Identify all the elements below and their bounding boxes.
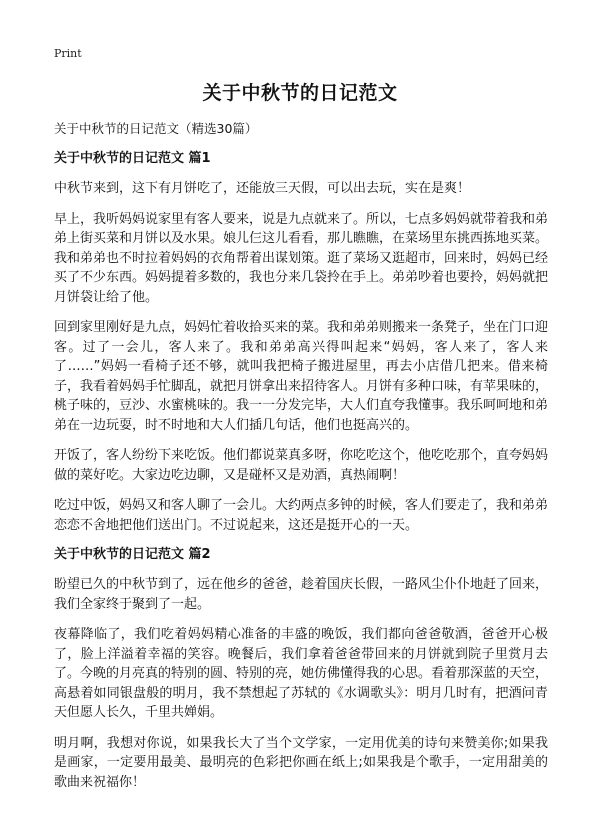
paragraph: 早上，我听妈妈说家里有客人要来，说是九点就来了。所以，七点多妈妈就带着我和弟弟上街买菜和月饼以及水果。娘儿仨这儿看看，那儿瞧瞧，在菜场里东挑西拣地买菜。我和弟弟也不时拉着妈妈的衣角帮着出谋划策。逛了菜场又逛超市，回来时，妈妈已经买了不少东西。妈妈提着多数的，我也分来几袋拎在手上。弟弟吵着也要拎，妈妈就把月饼袋让给了他。 <box>54 211 549 305</box>
section-1 <box>54 150 548 535</box>
paragraph: 明月啊，我想对你说，如果我长大了当个文学家，一定用优美的诗句来赞美你;如果我是画家，一定要用最美、最明亮的色彩把你画在纸上;如果我是个歌手，一定用甜美的歌曲来祝福你！ <box>54 735 548 790</box>
paragraph: 回到家里刚好是九点，妈妈忙着收拾买来的菜。我和弟弟则搬来一条凳子，坐在门口迎客。过了一会儿，客人来了。我和弟弟高兴得叫起来“妈妈，客人来了，客人来了……”妈妈一看椅子还不够，就叫我把椅子搬进屋里，再去小店借几把来。借来椅子，我看着妈妈手忙脚乱，就把月饼拿出来招待客人。月饼有多种口味，有苹果味的，桃子味的，豆沙、水蜜桃味的。我一一分发完毕，大人们直夸我懂事。我乐呵呵地和弟弟在一边玩耍，时不时地和大人们插几句话，他们也挺高兴的。 <box>54 320 549 433</box>
paragraph: 中秋节来到，这下有月饼吃了，还能放三天假，可以出去玩，实在是爽！ <box>54 181 471 196</box>
paragraph: 开饭了，客人纷纷下来吃饭。他们都说菜真多呀，你吃吃这个，他吃吃那个，直夸妈妈做的菜好吃。大家边吃边聊，又是碰杯又是劝酒，真热闹啊！ <box>54 448 549 483</box>
page-title: 关于中秋节的日记范文 <box>202 82 398 104</box>
section-heading: 关于中秋节的日记范文 篇2 <box>54 547 211 562</box>
paragraph: 吃过中饭，妈妈又和客人聊了一会儿。大约两点多钟的时候，客人们要走了，我和弟弟恋恋不舍地把他们送出门。不过说起来，这还是挺开心的一天。 <box>54 498 549 533</box>
section-2 <box>54 546 548 792</box>
article-body <box>54 150 548 803</box>
print-link[interactable]: Print <box>54 47 82 60</box>
section-heading: 关于中秋节的日记范文 篇1 <box>54 151 211 166</box>
paragraph: 夜幕降临了，我们吃着妈妈精心准备的丰盛的晚饭，我们都向爸爸敬酒，爸爸开心极了，脸上洋溢着幸福的笑容。晚餐后，我们拿着爸爸带回来的月饼就到院子里赏月去了。今晚的月亮真的特别的圆、特别的亮，她仿佛懂得我的心思。看着那深蓝的天空，高悬着如同银盘般的明月，我不禁想起了苏轼的《水调歌头》：明月几时有，把酒问青天但愿人长久，千里共婵娟。 <box>54 627 549 720</box>
paragraph: 盼望已久的中秋节到了，远在他乡的爸爸，趁着国庆长假，一路风尘仆仆地赶了回来，我们全家终于聚到了一起。 <box>54 577 549 612</box>
subtitle: 关于中秋节的日记范文（精选30篇） <box>54 121 258 136</box>
